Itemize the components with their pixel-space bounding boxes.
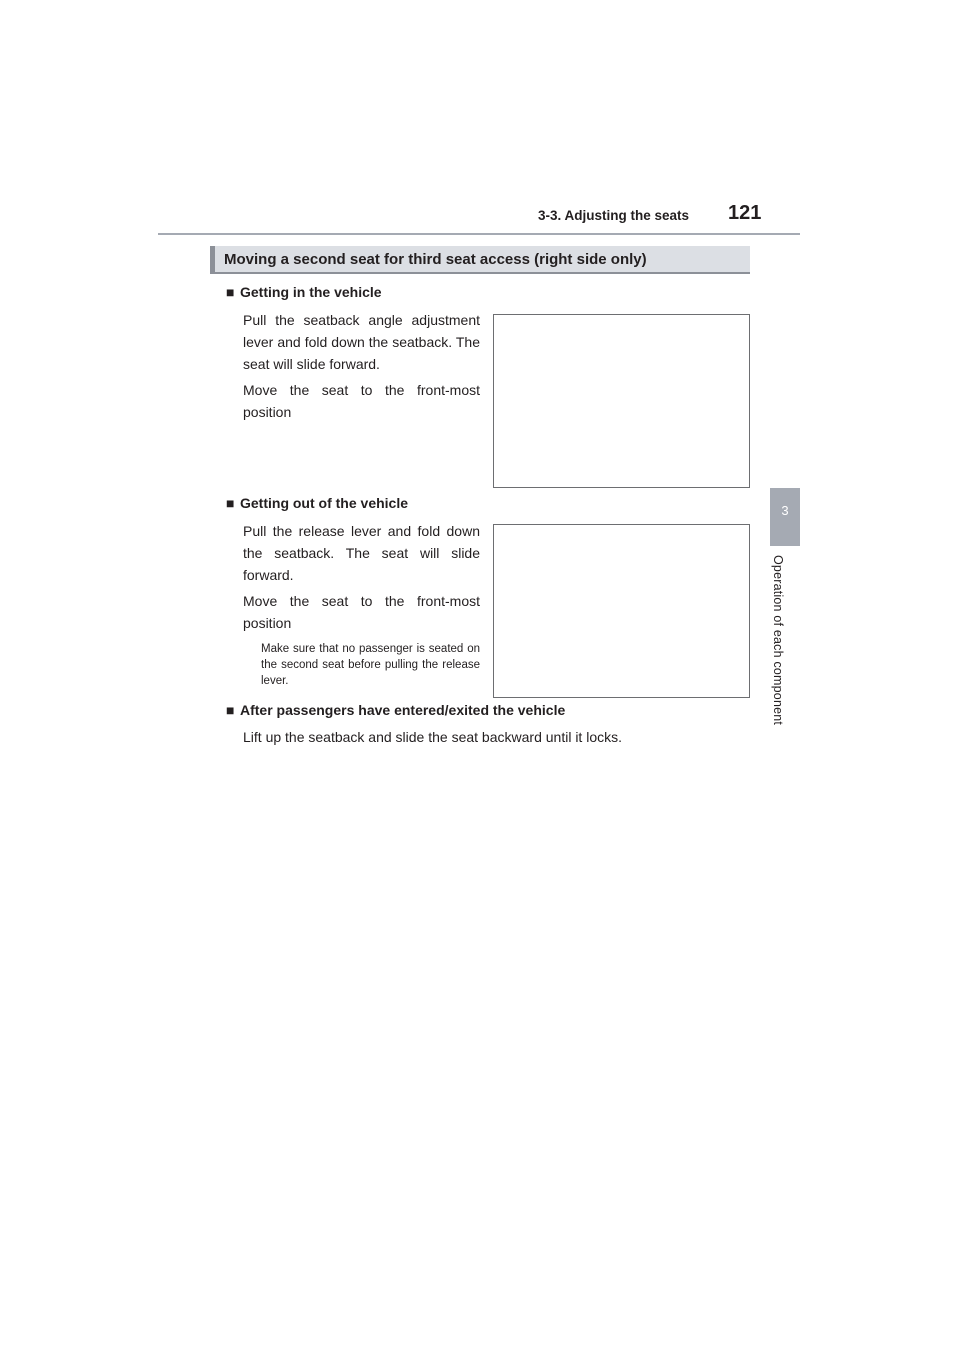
subheading-getting-out xyxy=(226,495,408,511)
page-number: 121 xyxy=(728,202,762,224)
chapter-tab xyxy=(770,488,800,546)
subheading-text: Getting in the vehicle xyxy=(240,284,382,300)
square-bullet-icon: ■ xyxy=(226,702,235,718)
subheading-text: Getting out of the vehicle xyxy=(240,495,409,511)
paragraph: Lift up the seatback and slide the seat backward until it locks. xyxy=(243,729,622,745)
paragraph: Move the seat to the front-most position xyxy=(243,382,480,420)
paragraph: Move the seat to the front-most position xyxy=(243,593,480,631)
running-header: 3-3. Adjusting the seats xyxy=(538,208,690,223)
section-heading-text: Moving a second seat for third seat access (right side only) xyxy=(224,251,647,268)
subheading-after-passengers xyxy=(226,702,565,718)
illustration-frame xyxy=(493,314,750,488)
section-heading xyxy=(210,246,750,274)
illustration-frame xyxy=(493,524,750,698)
chapter-number: 3 xyxy=(781,503,789,518)
paragraph: Pull the seatback angle adjustment lever and fold down the seatback. The seat will slide forward. xyxy=(243,312,480,372)
chapter-title: Operation of each component xyxy=(771,555,785,726)
subheading-text: After passengers have entered/exited the vehicle xyxy=(240,702,566,718)
subheading-getting-in xyxy=(226,284,382,300)
square-bullet-icon: ■ xyxy=(226,495,235,511)
caution-note: Make sure that no passenger is seated on the second seat before pulling the release lever. xyxy=(261,643,480,687)
square-bullet-icon: ■ xyxy=(226,284,235,300)
header-rule xyxy=(158,233,800,235)
paragraph: Pull the release lever and fold down the seatback. The seat will slide forward. xyxy=(243,523,480,583)
